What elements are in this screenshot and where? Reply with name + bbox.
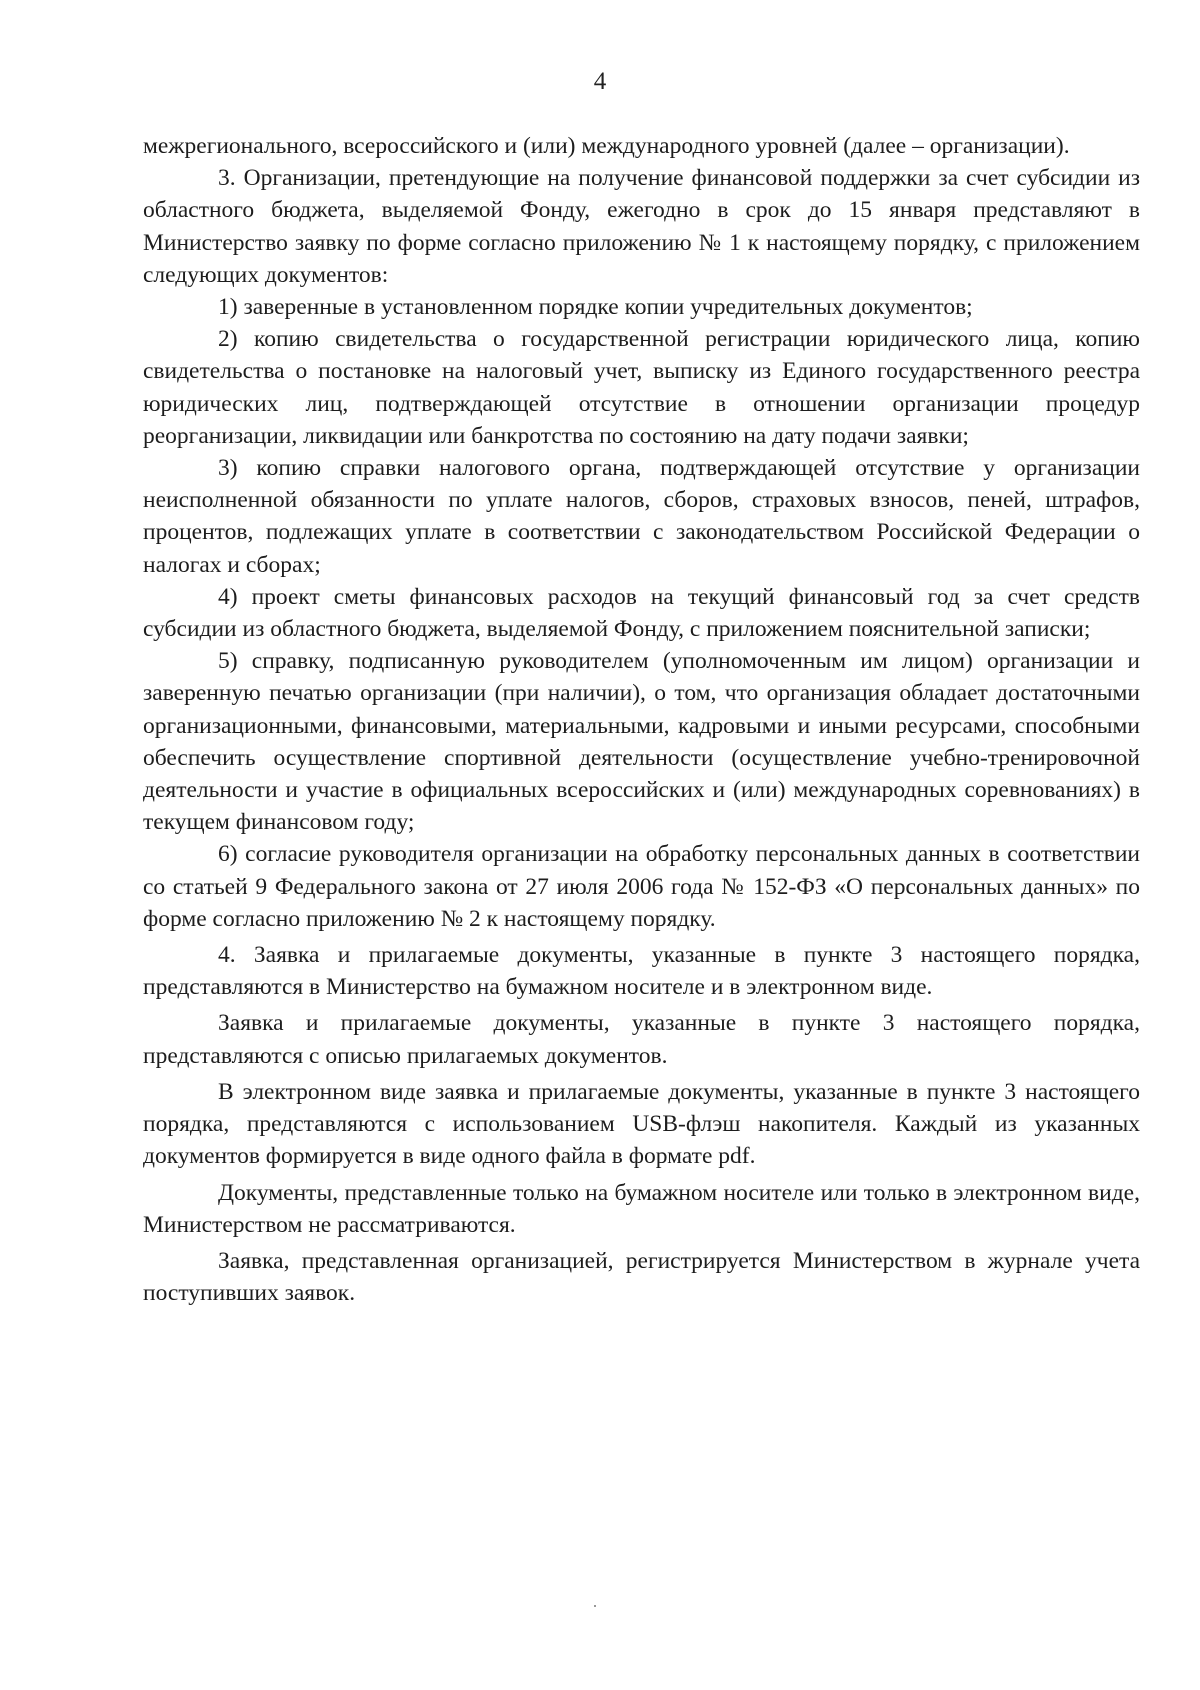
paragraph-continuation: межрегионального, всероссийского и (или) международного уровней (далее – организации). — [143, 133, 1070, 159]
paragraph-item-3: 3) копию справки налогового органа, подтверждающей отсутствие у организации неисполненной обязанности по уплате налогов, сборов, страховых взносов, пеней, штрафов, процентов, подлежащих уплате в соответствии с законодательством Российской Федерации о налогах и сборах; — [143, 455, 1140, 578]
paragraph-not-considered: Документы, представленные только на бумажном носителе или только в электронном виде, Министерством не рассматриваются. — [143, 1179, 1140, 1238]
page-number: 4 — [593, 68, 607, 95]
paragraph-item-6: 6) согласие руководителя организации на обработку персональных данных в соответствии со статьей 9 Федерального закона от 27 июля 2006 года № 152-ФЗ «О персональных данных» по форме согласно приложению № 2 к настоящему порядку. — [143, 841, 1140, 932]
paragraph-electronic-form: В электронном виде заявка и прилагаемые документы, указанные в пункте 3 настоящего порядка, представляются с использованием USB-флэш накопителя. Каждый из указанных документов формируется в виде одного файла в формате pdf. — [143, 1078, 1140, 1170]
paragraph-clause-3: 3. Организации, претендующие на получение финансовой поддержки за счет субсидии из областного бюджета, выделяемой Фонду, ежегодно в срок до 15 января представляют в Министерство заявку по форме согласно приложению № 1 к настоящему порядку, с приложением следующих документов: — [143, 165, 1140, 288]
paragraph-item-1: 1) заверенные в установленном порядке копии учредительных документов; — [218, 294, 973, 321]
scan-speck — [594, 1605, 596, 1607]
document-body — [143, 130, 1140, 1309]
paragraph-clause-4: 4. Заявка и прилагаемые документы, указанные в пункте 3 настоящего порядка, представляются в Министерство на бумажном носителе и в электронном виде. — [143, 942, 1140, 1001]
paragraph-inventory: Заявка и прилагаемые документы, указанные в пункте 3 настоящего порядка, представляются с описью прилагаемых документов. — [143, 1010, 1140, 1069]
paragraph-item-2: 2) копию свидетельства о государственной регистрации юридического лица, копию свидетельства о постановке на налоговый учет, выписку из Единого государственного реестра юридических лиц, подтверждающей отсутствие в отношении организации процедур реорганизации, ликвидации или банкротства по состоянию на дату подачи заявки; — [143, 326, 1140, 449]
paragraph-item-4: 4) проект сметы финансовых расходов на текущий финансовый год за счет средств субсидии из областного бюджета, выделяемой Фонду, с приложением пояснительной записки; — [143, 583, 1140, 643]
paragraph-registration: Заявка, представленная организацией, регистрируется Министерством в журнале учета поступивших заявок. — [143, 1247, 1140, 1307]
paragraph-item-5: 5) справку, подписанную руководителем (уполномоченным им лицом) организации и заверенную печатью организации (при наличии), о том, что организация обладает достаточными организационными, финансовыми, материальными, кадровыми и иными ресурсами, способными обеспечить осуществление спортивной деятельности (осуществление учебно-тренировочной деятельности и участие в официальных всероссийских и (или) международных соревнованиях) в текущем финансовом году; — [143, 648, 1140, 836]
